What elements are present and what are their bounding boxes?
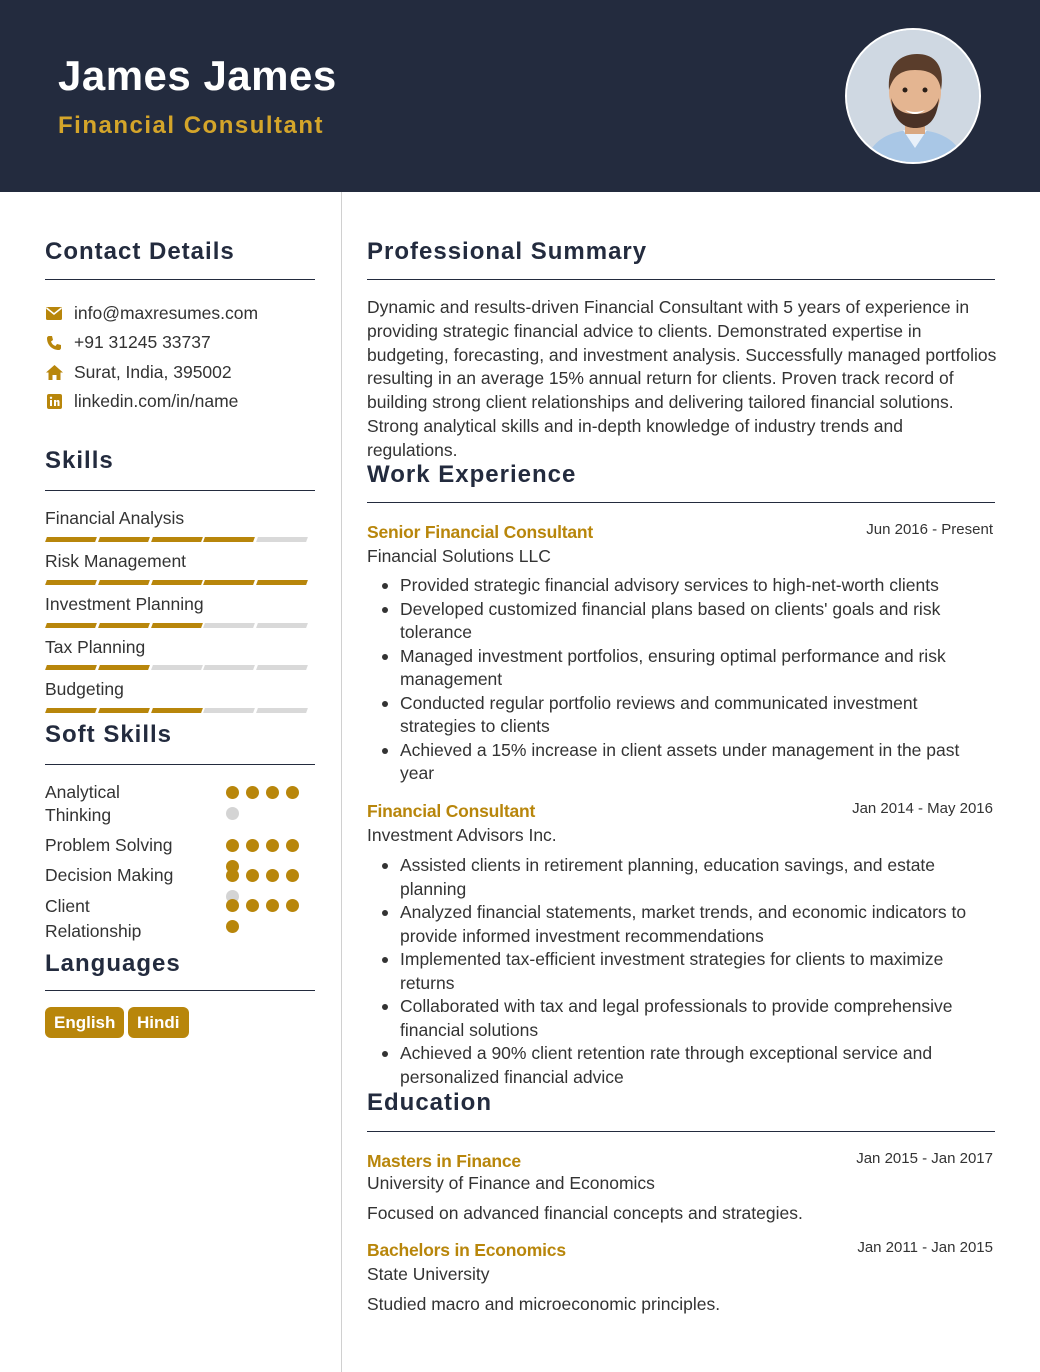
skill-level-segment: [256, 537, 308, 542]
job-title-1: Financial Consultant: [367, 801, 536, 821]
job-bullets-1: [367, 854, 997, 1089]
contact-email[interactable]: [45, 303, 258, 324]
contact-location: [45, 362, 232, 383]
edu-degree-1: Bachelors in Economics: [367, 1240, 566, 1260]
skills-divider: [45, 490, 315, 491]
soft-skill-dot: [286, 869, 299, 882]
language-badge-hindi: Hindi: [128, 1007, 189, 1038]
skill-level-segment: [203, 580, 255, 585]
contact-email-text: info@maxresumes.com: [74, 303, 259, 323]
languages-divider: [45, 990, 315, 991]
soft-skill-dot: [246, 869, 259, 882]
list-item: Achieved a 90% client retention rate through exceptional service and personalized financial advice: [367, 1042, 997, 1089]
contact-heading: Contact Details: [45, 238, 235, 265]
skill-level-segment: [45, 708, 97, 713]
list-item: Conducted regular portfolio reviews and communicated investment strategies to clients: [367, 692, 997, 739]
candidate-title: Financial Consultant: [58, 112, 325, 139]
skill-level-segment: [151, 623, 203, 628]
skill-bar-3: [46, 665, 307, 670]
job-company-0: Financial Solutions LLC: [367, 546, 551, 566]
skill-level-segment: [98, 665, 150, 670]
job-title-0: Senior Financial Consultant: [367, 522, 594, 542]
list-item: Achieved a 15% increase in client assets under management in the past year: [367, 739, 997, 786]
soft-skills-heading: Soft Skills: [45, 721, 173, 748]
education-divider: [367, 1131, 995, 1132]
skill-name-3: Tax Planning: [45, 637, 146, 657]
column-divider: [341, 192, 342, 1372]
skill-name-2: Investment Planning: [45, 594, 204, 614]
soft-skill-dot: [286, 899, 299, 912]
edu-school-1: State University: [367, 1264, 490, 1284]
soft-skill-name-0: Analytical Thinking: [45, 782, 120, 825]
soft-skill-dot: [226, 786, 239, 799]
skill-name-4: Budgeting: [45, 679, 124, 699]
education-heading: Education: [367, 1089, 493, 1116]
skill-level-segment: [151, 580, 203, 585]
skill-level-segment: [203, 665, 255, 670]
skill-level-segment: [45, 665, 97, 670]
summary-divider: [367, 279, 995, 280]
summary-text: Dynamic and results-driven Financial Consultant with 5 years of experience in providing strategic financial advice to clients. Demonstrated expertise in budgeting, forecasting, and investment analysis. Successfully managed portfolios resulting in an average 15% annual return for clients. Proven track record of building strong client relationships and delivering tailored financial solutions. Strong analytical skills and in-depth knowledge of industry trends and regulations.: [367, 297, 997, 460]
contact-location-text: Surat, India, 395002: [74, 362, 232, 382]
skill-level-segment: [45, 537, 97, 542]
list-item: Developed customized financial plans based on clients' goals and risk tolerance: [367, 598, 997, 645]
soft-skill-dot: [246, 786, 259, 799]
contact-linkedin[interactable]: [45, 391, 238, 412]
soft-skill-dot: [266, 839, 279, 852]
skill-level-segment: [256, 708, 308, 713]
job-dates-0: Jun 2016 - Present: [866, 521, 993, 538]
skill-level-segment: [98, 623, 150, 628]
skill-level-segment: [98, 708, 150, 713]
job-company-1: Investment Advisors Inc.: [367, 825, 557, 845]
experience-heading: Work Experience: [367, 461, 577, 488]
skill-level-segment: [151, 537, 203, 542]
edu-degree-0: Masters in Finance: [367, 1151, 521, 1171]
edu-description-1: Studied macro and microeconomic principles.: [367, 1294, 721, 1314]
soft-skill-dot: [246, 839, 259, 852]
soft-skill-dots-1: [226, 839, 306, 873]
soft-skill-dot: [266, 869, 279, 882]
skill-bar-1: [46, 580, 307, 585]
skill-level-segment: [203, 708, 255, 713]
skill-level-segment: [151, 665, 203, 670]
skill-level-segment: [256, 665, 308, 670]
candidate-name: James James: [58, 52, 337, 99]
list-item: Collaborated with tax and legal professionals to provide comprehensive financial solutions: [367, 995, 997, 1042]
skill-bar-0: [46, 537, 307, 542]
languages-heading: Languages: [45, 950, 181, 977]
contact-linkedin-text: linkedin.com/in/name: [74, 391, 239, 411]
language-badge-english: English: [45, 1007, 124, 1038]
phone-icon: [45, 334, 63, 352]
skill-name-0: Financial Analysis: [45, 508, 185, 528]
skill-level-segment: [98, 580, 150, 585]
edu-dates-1: Jan 2011 - Jan 2015: [857, 1239, 993, 1256]
list-item: Implemented tax-efficient investment strategies for clients to maximize returns: [367, 948, 997, 995]
skill-level-segment: [203, 537, 255, 542]
list-item: Managed investment portfolios, ensuring optimal performance and risk management: [367, 645, 997, 692]
list-item: Provided strategic financial advisory services to high-net-worth clients: [367, 574, 997, 598]
skill-level-segment: [45, 580, 97, 585]
edu-description-0: Focused on advanced financial concepts and strategies.: [367, 1203, 803, 1223]
soft-skill-dot: [246, 899, 259, 912]
contact-phone[interactable]: [45, 332, 211, 353]
soft-skill-name-1: Problem Solving: [45, 835, 173, 855]
soft-skill-dots-3: [226, 899, 306, 933]
soft-skill-dot: [226, 807, 239, 820]
job-dates-1: Jan 2014 - May 2016: [852, 800, 993, 817]
linkedin-icon: [45, 393, 63, 411]
resume-header: [0, 0, 1040, 192]
contact-phone-text: +91 31245 33737: [74, 332, 211, 352]
soft-skill-dot: [266, 899, 279, 912]
skill-level-segment: [151, 708, 203, 713]
soft-skill-dots-2: [226, 869, 306, 903]
skills-heading: Skills: [45, 447, 114, 474]
skill-level-segment: [203, 623, 255, 628]
soft-skill-dot: [266, 786, 279, 799]
soft-skill-name-2: Decision Making: [45, 865, 174, 885]
envelope-icon: [45, 305, 63, 323]
soft-skills-divider: [45, 764, 315, 765]
soft-skill-dot: [226, 899, 239, 912]
contact-divider: [45, 279, 315, 280]
soft-skill-dots-0: [226, 786, 306, 820]
soft-skill-dot: [226, 920, 239, 933]
soft-skill-dot: [286, 786, 299, 799]
profile-photo: [845, 28, 981, 164]
skill-bar-4: [46, 708, 307, 713]
list-item: Assisted clients in retirement planning, education savings, and estate planning: [367, 854, 997, 901]
list-item: Analyzed financial statements, market trends, and economic indicators to provide informed investment recommendations: [367, 901, 997, 948]
edu-school-0: University of Finance and Economics: [367, 1173, 655, 1193]
soft-skill-dot: [286, 839, 299, 852]
skill-level-segment: [98, 537, 150, 542]
edu-dates-0: Jan 2015 - Jan 2017: [856, 1150, 993, 1167]
skill-bar-2: [46, 623, 307, 628]
skill-level-segment: [256, 623, 308, 628]
experience-divider: [367, 502, 995, 503]
summary-heading: Professional Summary: [367, 238, 648, 265]
skill-level-segment: [256, 580, 308, 585]
soft-skill-name-3: Client Relationship: [45, 896, 142, 941]
job-bullets-0: [367, 574, 997, 786]
soft-skill-dot: [226, 839, 239, 852]
soft-skill-dot: [226, 869, 239, 882]
home-icon: [45, 364, 63, 382]
skill-level-segment: [45, 623, 97, 628]
skill-name-1: Risk Management: [45, 551, 187, 571]
